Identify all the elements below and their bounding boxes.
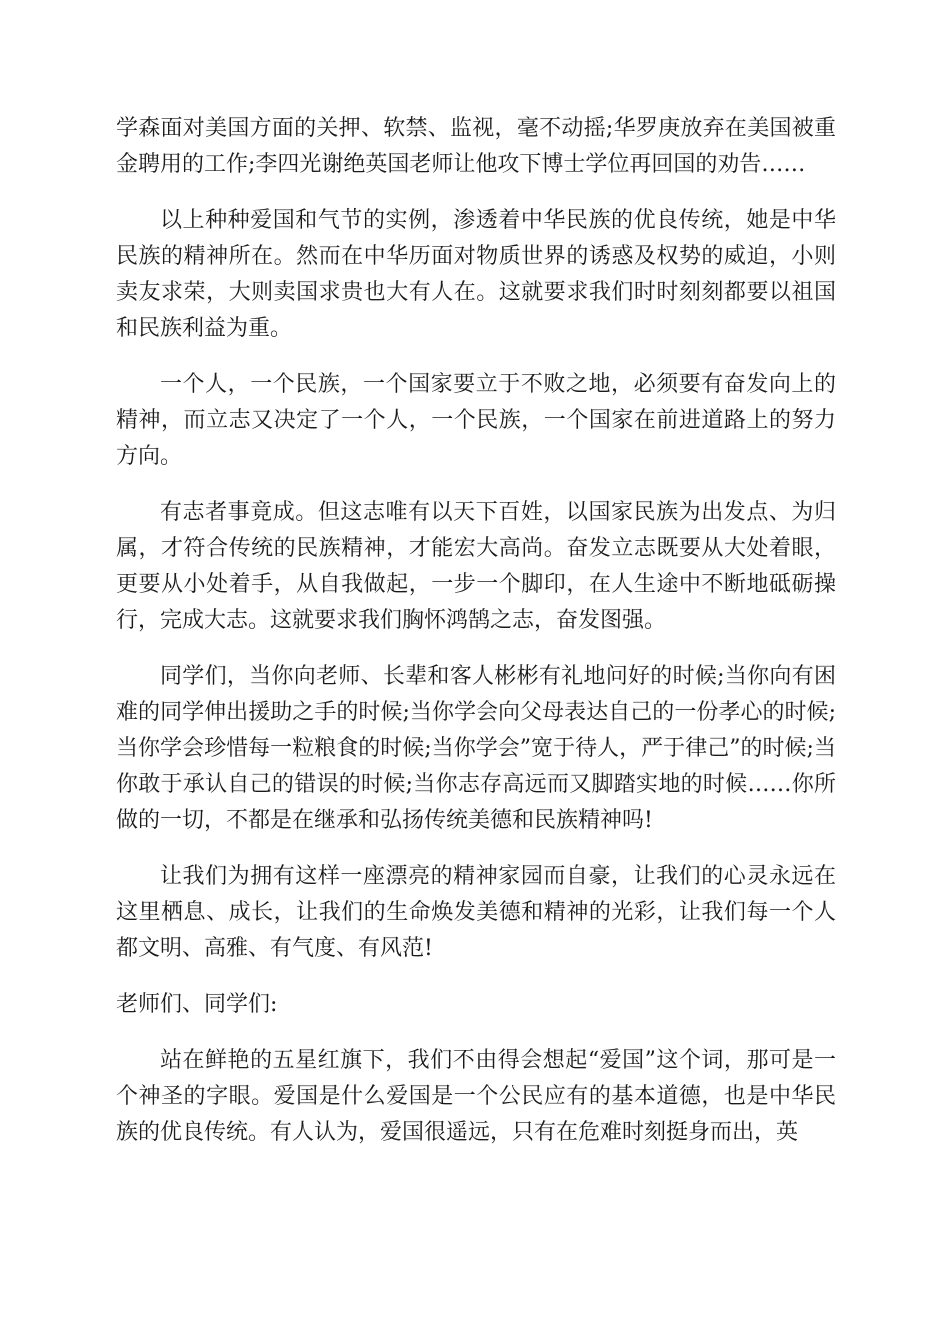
paragraph-3: 一个人，一个民族，一个国家要立于不败之地，必须要有奋发向上的精神，而立志又决定了一个人，一个民族，一个国家在前进道路上的努力方向。 xyxy=(116,372,836,469)
document-body xyxy=(116,111,836,1151)
paragraph-2: 以上种种爱国和气节的实例，渗透着中华民族的优良传统，她是中华民族的精神所在。然而在中华历面对物质世界的诱惑及权势的威迫，小则卖友求荣，大则卖国求贵也大有人在。这就要求我们时时刻刻都要以祖国和民族利益为重。 xyxy=(116,208,836,341)
salutation: 老师们、同学们: xyxy=(116,992,278,1017)
paragraph-1: 学森面对美国方面的关押、软禁、监视，毫不动摇;华罗庚放弃在美国被重金聘用的工作;李四光谢绝英国老师让他攻下博士学位再回国的劝告…… xyxy=(116,116,836,177)
paragraph-5: 同学们，当你向老师、长辈和客人彬彬有礼地问好的时候;当你向有困难的同学伸出援助之手的时候;当你学会向父母表达自己的一份孝心的时候;当你学会珍惜每一粒粮食的时候;当你学会”宽于待人，严于律己”的时候;当你敢于承认自己的错误的时候;当你志存高远而又脚踏实地的时候……你所做的一切，不都是在继承和弘扬传统美德和民族精神吗! xyxy=(116,664,836,833)
paragraph-8: 站在鲜艳的五星红旗下，我们不由得会想起“爱国”这个词，那可是一个神圣的字眼。爱国是什么爱国是一个公民应有的基本道德，也是中华民族的优良传统。有人认为，爱国很遥远，只有在危难时刻挺身而出，英 xyxy=(116,1048,836,1145)
paragraph-4: 有志者事竟成。但这志唯有以天下百姓，以国家民族为出发点、为归属，才符合传统的民族精神，才能宏大高尚。奋发立志既要从大处着眼，更要从小处着手，从自我做起，一步一个脚印，在人生途中不断地砥砺操行，完成大志。这就要求我们胸怀鸿鹄之志，奋发图强。 xyxy=(116,500,836,633)
paragraph-6: 让我们为拥有这样一座漂亮的精神家园而自豪，让我们的心灵永远在这里栖息、成长，让我们的生命焕发美德和精神的光彩，让我们每一个人都文明、高雅、有气度、有风范! xyxy=(116,864,836,961)
